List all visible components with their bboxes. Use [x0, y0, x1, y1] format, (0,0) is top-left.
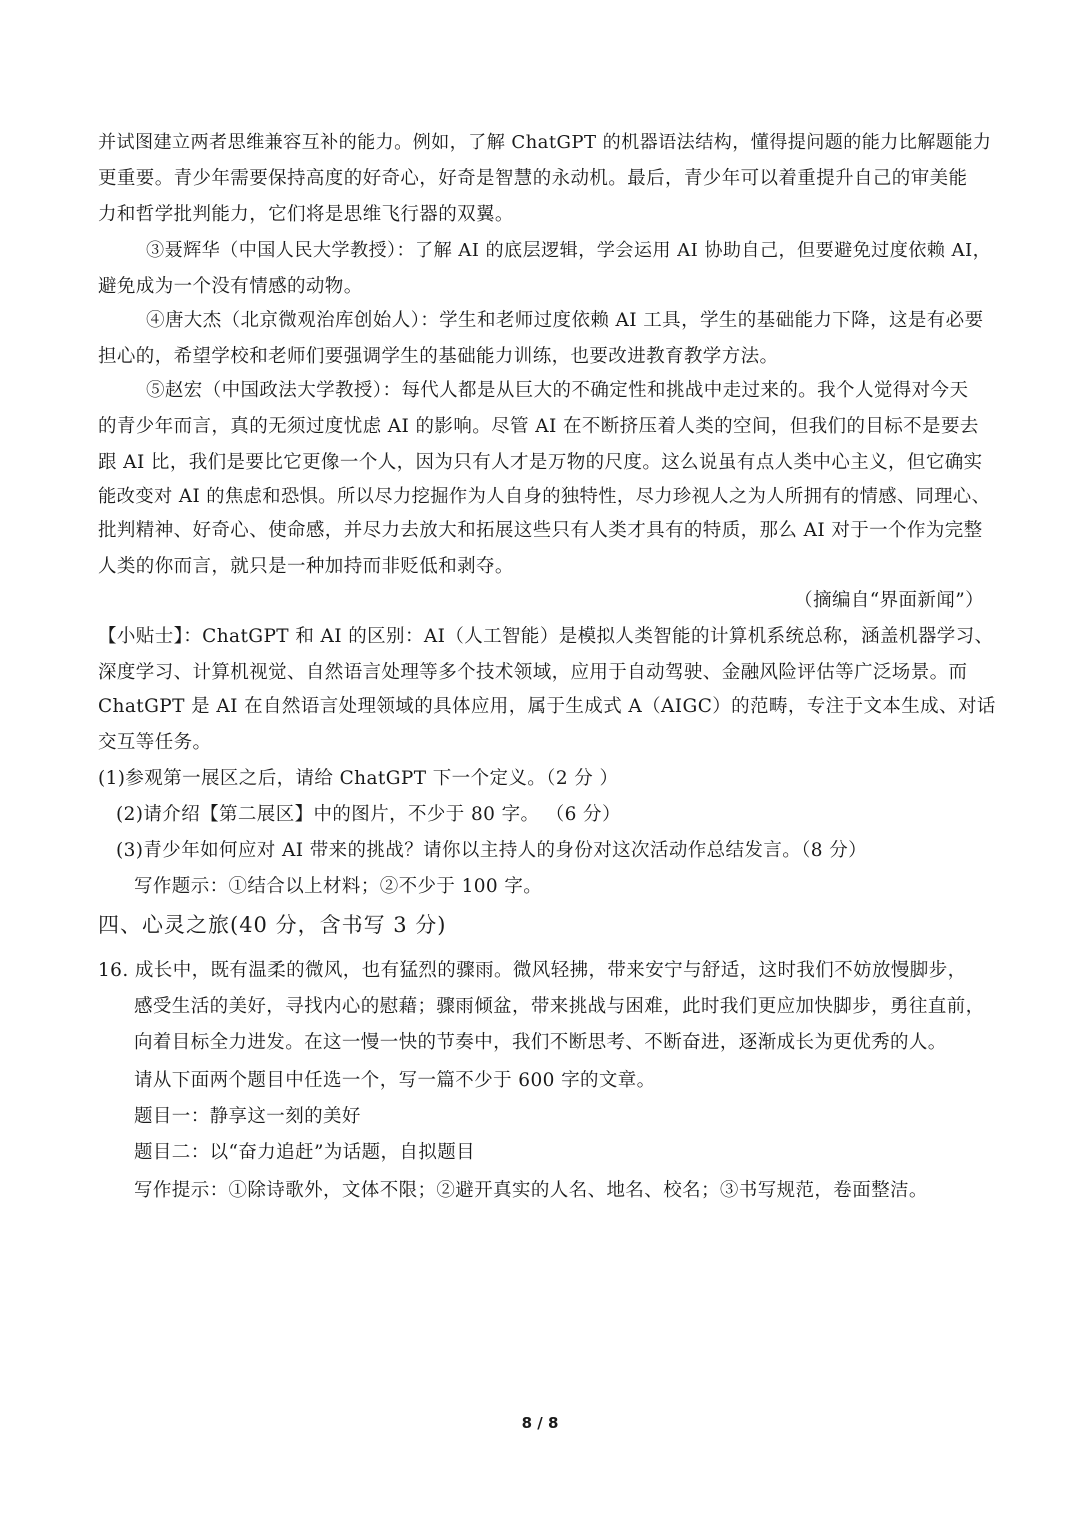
tip-line-1: 【小贴士】：ChatGPT 和 AI 的区别：AI（人工智能）是模拟人类智能的计算机系统总称，涵盖机器学习、 [98, 626, 994, 647]
opinion-5-line-2: 的青少年而言，真的无须过度忧虑 AI 的影响。尽管 AI 在不断挤压着人类的空间，但我们的目标不是要去 [98, 416, 979, 437]
essay-topic-2: 题目二：以“奋力追赶”为话题，自拟题目 [134, 1142, 476, 1163]
question-1: (1)参观第一展区之后，请给 ChatGPT 下一个定义。（2 分 ） [98, 768, 619, 789]
essay-topic-1: 题目一：静享这一刻的美好 [134, 1106, 361, 1127]
opinion-5-line-1: ⑤赵宏（中国政法大学教授）：每代人都是从巨大的不确定性和挑战中走过来的。我个人觉得对今天 [146, 380, 969, 401]
opinion-5-line-4: 能改变对 AI 的焦虑和恐惧。所以尽力挖掘作为人自身的独特性，尽力珍视人之为人所拥有的情感、同理心、 [98, 486, 991, 507]
opinion-4-line-2: 担心的，希望学校和老师们要强调学生的基础能力训练，也要改进教育教学方法。 [98, 346, 779, 367]
tip-line-3: ChatGPT 是 AI 在自然语言处理领域的具体应用，属于生成式 A（AIGC）的范畴，专注于文本生成、对话 [98, 696, 996, 717]
writing-hint: 写作题示：①结合以上材料；②不少于 100 字。 [134, 876, 543, 897]
opinion-4-line-1: ④唐大杰（北京微观治库创始人）：学生和老师过度依赖 AI 工具，学生的基础能力下降，这是有必要 [146, 310, 984, 331]
essay-prompt-line-3: 向着目标全力进发。在这一慢一快的节奏中，我们不断思考、不断奋进，逐渐成长为更优秀的人。 [134, 1032, 947, 1053]
source-attribution: （摘编自“界面新闻”） [794, 590, 984, 611]
passage-line-1: 并试图建立两者思维兼容互补的能力。例如，了解 ChatGPT 的机器语法结构，懂得提问题的能力比解题能力 [98, 132, 992, 153]
essay-writing-tips: 写作提示：①除诗歌外，文体不限；②避开真实的人名、地名、校名；③书写规范，卷面整洁。 [134, 1180, 928, 1201]
question-2: (2)请介绍【第二展区】中的图片，不少于 80 字。 （6 分） [116, 804, 621, 825]
page-number: 8 / 8 [521, 1414, 559, 1432]
tip-line-4: 交互等任务。 [98, 732, 212, 753]
opinion-5-line-6: 人类的你而言，就只是一种加持而非贬低和剥夺。 [98, 556, 514, 577]
essay-instruction: 请从下面两个题目中任选一个，写一篇不少于 600 字的文章。 [134, 1070, 656, 1091]
essay-prompt-line-2: 感受生活的美好，寻找内心的慰藉；骤雨倾盆，带来挑战与困难，此时我们更应加快脚步，勇往直前， [134, 996, 985, 1017]
opinion-3-line-2: 避免成为一个没有情感的动物。 [98, 276, 363, 297]
opinion-5-line-3: 跟 AI 比，我们是要比它更像一个人，因为只有人才是万物的尺度。这么说虽有点人类中心主义，但它确实 [98, 452, 983, 473]
essay-prompt-line-1: 16. 成长中，既有温柔的微风，也有猛烈的骤雨。微风轻拂，带来安宁与舒适，这时我们不妨放慢脚步， [98, 960, 967, 981]
passage-line-2: 更重要。青少年需要保持高度的好奇心，好奇是智慧的永动机。最后，青少年可以着重提升自己的审美能 [98, 168, 968, 189]
opinion-5-line-5: 批判精神、好奇心、使命感，并尽力去放大和拓展这些只有人类才具有的特质，那么 AI 对于一个作为完整 [98, 520, 983, 541]
passage-line-3: 力和哲学批判能力，它们将是思维飞行器的双翼。 [98, 204, 514, 225]
opinion-3-line-1: ③聂辉华（中国人民大学教授）：了解 AI 的底层逻辑，学会运用 AI 协助自己，但要避免过度依赖 AI， [146, 240, 992, 261]
question-3: (3)青少年如何应对 AI 带来的挑战？请你以主持人的身份对这次活动作总结发言。（8 分） [116, 840, 868, 861]
section-heading: 四、心灵之旅(40 分，含书写 3 分) [98, 913, 447, 937]
tip-line-2: 深度学习、计算机视觉、自然语言处理等多个技术领域，应用于自动驾驶、金融风险评估等广泛场景。而 [98, 662, 968, 683]
